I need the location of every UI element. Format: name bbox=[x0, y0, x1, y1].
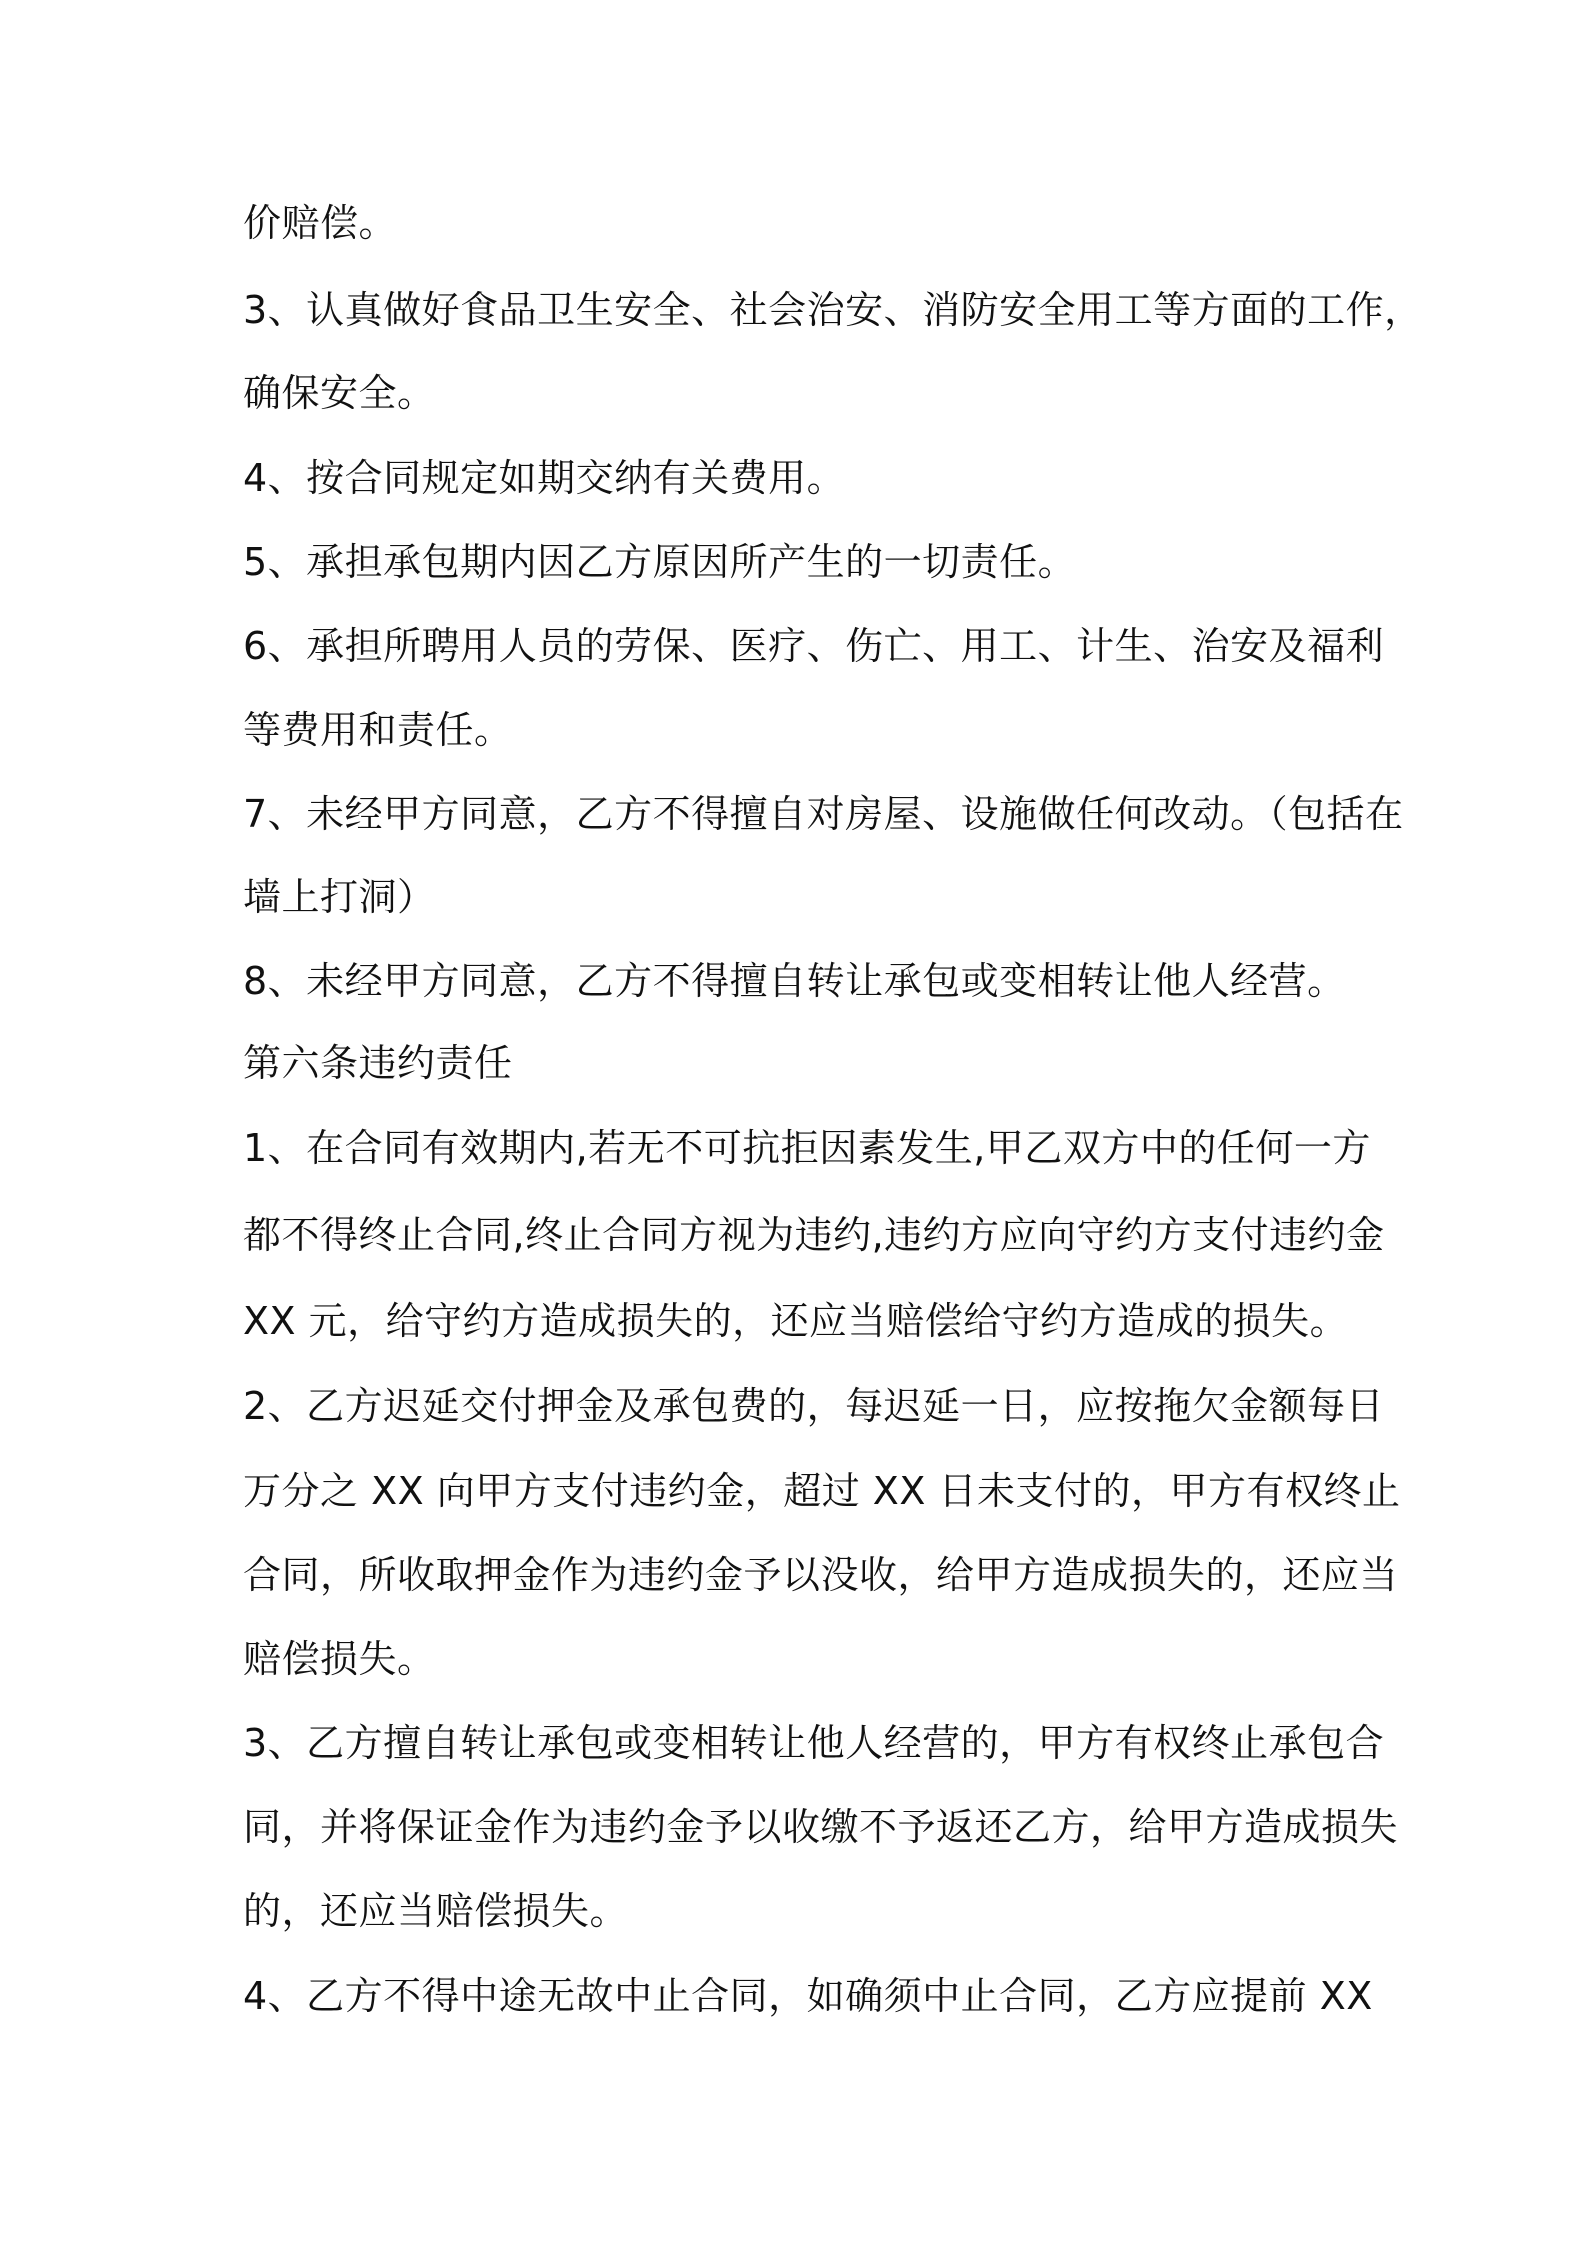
text-line: XX 元，给守约方造成损失的，还应当赔偿给守约方造成的损失。 bbox=[243, 1299, 1349, 1343]
text-line: 4、乙方不得中途无故中止合同，如确须中止合同，乙方应提前 XX bbox=[243, 1974, 1373, 2018]
text-line: 7、未经甲方同意，乙方不得擅自对房屋、设施做任何改动。（包括在 bbox=[243, 792, 1404, 836]
text-line: 8、未经甲方同意，乙方不得擅自转让承包或变相转让他人经营。 bbox=[243, 959, 1346, 1003]
text-line: 的，还应当赔偿损失。 bbox=[243, 1889, 629, 1933]
text-line: 1、在合同有效期内,若无不可抗拒因素发生,甲乙双方中的任何一方 bbox=[243, 1126, 1371, 1170]
text-line: 5、承担承包期内因乙方原因所产生的一切责任。 bbox=[243, 540, 1077, 584]
text-line: 6、承担所聘用人员的劳保、医疗、伤亡、用工、计生、治安及福利 bbox=[243, 624, 1385, 668]
text-line: 同，并将保证金作为违约金予以收缴不予返还乙方，给甲方造成损失 bbox=[243, 1805, 1399, 1849]
text-line: 等费用和责任。 bbox=[243, 708, 513, 752]
text-line: 价赔偿。 bbox=[243, 201, 398, 245]
text-line: 万分之 XX 向甲方支付违约金，超过 XX 日未支付的，甲方有权终止 bbox=[243, 1469, 1401, 1513]
text-line: 3、乙方擅自转让承包或变相转让他人经营的，甲方有权终止承包合 bbox=[243, 1721, 1385, 1765]
text-line: 墙上打洞） bbox=[243, 875, 436, 919]
text-line: 都不得终止合同,终止合同方视为违约,违约方应向守约方支付违约金 bbox=[243, 1213, 1385, 1257]
text-line: 合同，所收取押金作为违约金予以没收，给甲方造成损失的，还应当 bbox=[243, 1553, 1399, 1597]
text-line: 3、认真做好食品卫生安全、社会治安、消防安全用工等方面的工作， bbox=[243, 288, 1423, 332]
text-line: 4、按合同规定如期交纳有关费用。 bbox=[243, 456, 846, 500]
text-line: 赔偿损失。 bbox=[243, 1637, 436, 1681]
text-line: 2、乙方迟延交付押金及承包费的，每迟延一日，应按拖欠金额每日 bbox=[243, 1384, 1385, 1428]
text-line: 确保安全。 bbox=[243, 371, 436, 415]
section-heading: 第六条违约责任 bbox=[243, 1041, 513, 1085]
